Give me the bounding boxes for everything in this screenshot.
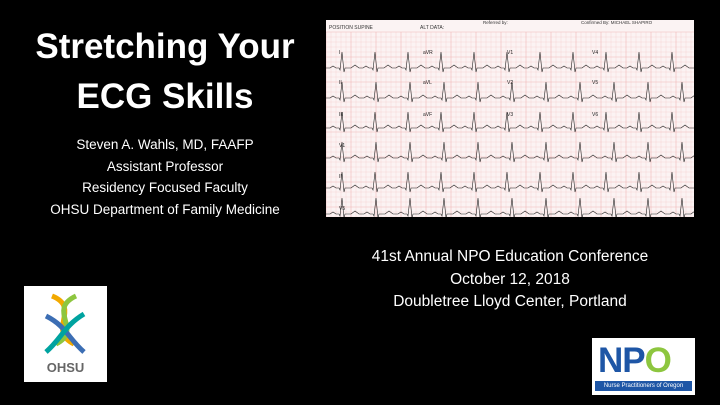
ecg-lead-label: aVF — [423, 112, 433, 118]
ecg-lead-label: V1 — [339, 143, 346, 149]
author-department: OHSU Department of Family Medicine — [50, 201, 280, 217]
ecg-strip — [326, 20, 694, 217]
ohsu-logo-text: OHSU — [46, 360, 85, 375]
author-block — [20, 134, 310, 220]
conference-venue: Doubletree Lloyd Center, Portland — [393, 293, 627, 310]
author-role: Residency Focused Faculty — [82, 180, 248, 195]
ecg-confirmed-label: Confirmed By: MICHAEL SHAPIRO — [581, 20, 653, 25]
ecg-lead-label: V5 — [592, 80, 599, 86]
npo-tagline: Nurse Practitioners of Oregon — [595, 381, 692, 391]
ohsu-helix-icon — [24, 286, 107, 382]
conference-name: 41st Annual NPO Education Conference — [371, 248, 649, 265]
ecg-lead-label: V5 — [339, 206, 346, 212]
ecg-lead-label: V2 — [507, 80, 514, 86]
ecg-lead-label: V4 — [592, 50, 599, 56]
ecg-lead-label: V3 — [507, 112, 514, 118]
title-line-2: ECG Skills — [76, 77, 254, 116]
ecg-lead-label: V1 — [507, 50, 514, 56]
ecg-trace — [326, 198, 694, 217]
npo-logo-letters: NPO — [598, 341, 671, 380]
author-position: Assistant Professor — [106, 158, 224, 174]
ecg-image — [326, 20, 694, 217]
ecg-lead-label: I — [339, 50, 341, 56]
ohsu-logo — [24, 286, 107, 382]
npo-logo — [592, 338, 695, 395]
ecg-alt-data-label: ALT DATA: — [420, 25, 445, 31]
conference-info — [326, 246, 694, 314]
ecg-position-label: POSITION SUPINE — [329, 25, 373, 31]
slide-title — [20, 22, 310, 122]
ecg-lead-label: III — [339, 112, 344, 118]
ecg-referred-label: Referred by: — [483, 20, 508, 25]
conference-date: October 12, 2018 — [450, 270, 570, 288]
ecg-lead-label: II — [339, 80, 342, 86]
ecg-lead-label: V6 — [592, 112, 599, 118]
ecg-lead-label: aVL — [423, 80, 432, 86]
title-line-1: Stretching Your — [35, 27, 295, 66]
author-name: Steven A. Wahls, MD, FAAFP — [76, 137, 254, 152]
ecg-lead-label: aVR — [423, 50, 433, 56]
ecg-lead-label: II — [339, 174, 342, 180]
